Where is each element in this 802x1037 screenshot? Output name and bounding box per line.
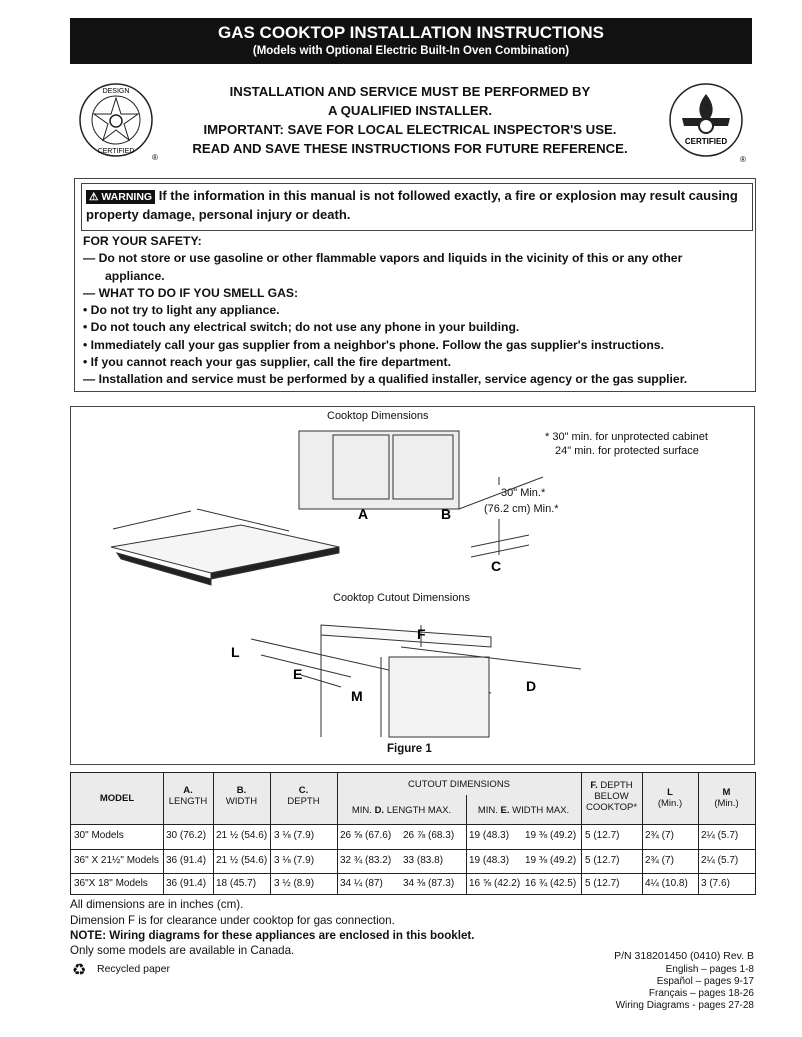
header-d-label: LENGTH bbox=[386, 805, 426, 816]
recycle-icon: ♻ bbox=[72, 962, 87, 979]
svg-text:DESIGN: DESIGN bbox=[102, 88, 130, 95]
warning-badge: ⚠ WARNING bbox=[86, 190, 155, 204]
header-cutout: CUTOUT DIMENSIONS bbox=[407, 779, 511, 790]
figure-1 bbox=[70, 406, 755, 765]
warning-box bbox=[74, 178, 756, 392]
footer-note-units: All dimensions are in inches (cm). bbox=[70, 898, 244, 911]
pages-french: Français – pages 18-26 bbox=[648, 988, 754, 999]
pages-english: English – pages 1-8 bbox=[665, 964, 754, 975]
label-b: B bbox=[441, 506, 452, 522]
label-c: C bbox=[491, 558, 502, 574]
header-e-label: WIDTH bbox=[512, 805, 544, 816]
svg-text:®: ® bbox=[152, 153, 158, 162]
notice-line: IMPORTANT: SAVE FOR LOCAL ELECTRICAL INSPECTOR'S USE. bbox=[203, 122, 617, 137]
table-cell: 16 ⅝ (42.2) bbox=[469, 878, 521, 889]
table-cell: 26 ⅝ (67.6) bbox=[340, 830, 392, 841]
header-e-min: MIN. bbox=[477, 805, 498, 816]
installer-notice bbox=[160, 82, 660, 158]
table-cell: 18 (45.7) bbox=[216, 878, 257, 889]
table-cell: 21 ½ (54.6) bbox=[216, 830, 268, 841]
svg-text:®: ® bbox=[740, 155, 746, 164]
header-e: E. bbox=[500, 805, 510, 816]
safety-item: — Installation and service must be performed by a qualified installer, service agency or the gas supplier. bbox=[83, 372, 688, 387]
label-d: D bbox=[526, 678, 537, 694]
table-cell: 2¼ (5.7) bbox=[701, 830, 739, 841]
table-cell: 36 (91.4) bbox=[166, 878, 207, 889]
safety-item: • Immediately call your gas supplier from a neighbor's phone. Follow the gas supplier's instructions. bbox=[83, 337, 664, 352]
label-e: E bbox=[293, 666, 303, 682]
min-clearance-in: 30" Min.* bbox=[501, 487, 546, 499]
table-cell: 2¾ (7) bbox=[645, 855, 674, 866]
header-c-label: DEPTH bbox=[287, 796, 320, 807]
dimensions-table bbox=[70, 772, 756, 895]
label-a: A bbox=[358, 506, 369, 522]
header-d-min: MIN. bbox=[351, 805, 372, 816]
table-cell: 3 ⅛ (7.9) bbox=[274, 855, 315, 866]
label-l: L bbox=[231, 644, 240, 660]
table-cell: 2¾ (7) bbox=[645, 830, 674, 841]
cooktop-illustration bbox=[71, 407, 754, 764]
notice-line: INSTALLATION AND SERVICE MUST BE PERFORMED BY bbox=[229, 84, 591, 99]
table-cell: 36"X 18" Models bbox=[74, 878, 148, 889]
table-cell: 5 (12.7) bbox=[585, 830, 620, 841]
header-e-max: MAX. bbox=[545, 805, 570, 816]
table-cell: 4¼ (10.8) bbox=[645, 878, 688, 889]
table-cell: 30" Models bbox=[74, 830, 124, 841]
pages-wiring: Wiring Diagrams - pages 27-28 bbox=[615, 1000, 754, 1011]
header-b-label: WIDTH bbox=[225, 796, 258, 807]
table-cell: 34 ⅜ (87.3) bbox=[403, 878, 455, 889]
header-l: L bbox=[667, 787, 673, 798]
page-title: GAS COOKTOP INSTALLATION INSTRUCTIONS bbox=[218, 23, 604, 42]
page-subtitle: (Models with Optional Electric Built-In Oven Combination) bbox=[252, 45, 570, 57]
cooktop-dimensions-caption: Cooktop Dimensions bbox=[327, 410, 429, 422]
safety-item: • Do not touch any electrical switch; do not use any phone in your building. bbox=[83, 320, 520, 335]
table-cell: 19 (48.3) bbox=[469, 855, 510, 866]
header-f-label2: BELOW bbox=[594, 791, 629, 802]
safety-item: appliance. bbox=[105, 268, 165, 283]
safety-instructions bbox=[83, 233, 751, 389]
table-cell: 36" X 21½" Models bbox=[74, 855, 159, 866]
part-number: P/N 318201450 (0410) Rev. B bbox=[614, 950, 754, 962]
design-certified-logo bbox=[78, 82, 158, 162]
label-f: F bbox=[417, 626, 426, 642]
header-f: F. bbox=[590, 780, 598, 791]
header-m: M bbox=[722, 787, 731, 798]
clearance-note-1: * 30" min. for unprotected cabinet bbox=[545, 431, 708, 443]
safety-item: — Do not store or use gasoline or other flammable vapors and liquids in the vicinity of this or any other bbox=[83, 251, 683, 266]
label-m: M bbox=[351, 688, 363, 704]
header-c: C. bbox=[298, 785, 309, 796]
warning-badge-label: WARNING bbox=[101, 191, 153, 203]
table-cell: 19 (48.3) bbox=[469, 830, 510, 841]
header-d: D. bbox=[374, 805, 385, 816]
safety-item: • If you cannot reach your gas supplier, call the fire department. bbox=[83, 355, 451, 370]
safety-title: FOR YOUR SAFETY: bbox=[83, 234, 202, 248]
header-l-label: (Min.) bbox=[657, 798, 683, 809]
table-cell: 30 (76.2) bbox=[166, 830, 207, 841]
notice-line: READ AND SAVE THESE INSTRUCTIONS FOR FUTURE REFERENCE. bbox=[192, 141, 628, 156]
header-d-max: MAX. bbox=[427, 805, 452, 816]
table-cell: 33 (83.8) bbox=[403, 855, 444, 866]
pages-spanish: Español – pages 9-17 bbox=[656, 976, 754, 987]
header-a-label: LENGTH bbox=[168, 796, 208, 807]
table-cell: 26 ⅞ (68.3) bbox=[403, 830, 455, 841]
footer-note-canada: Only some models are available in Canada. bbox=[70, 944, 295, 957]
table-cell: 3 ⅛ (7.9) bbox=[274, 830, 315, 841]
safety-item: — WHAT TO DO IF YOU SMELL GAS: bbox=[83, 285, 299, 300]
clearance-note-2: 24" min. for protected surface bbox=[555, 445, 699, 457]
min-clearance-cm: (76.2 cm) Min.* bbox=[484, 503, 559, 515]
recycled-paper-label: Recycled paper bbox=[97, 963, 170, 975]
warning-header bbox=[81, 183, 753, 231]
table-cell: 2¼ (5.7) bbox=[701, 855, 739, 866]
table-cell: 32 ¾ (83.2) bbox=[340, 855, 392, 866]
table-cell: 36 (91.4) bbox=[166, 855, 207, 866]
header-a: A. bbox=[183, 785, 193, 796]
table-cell: 21 ½ (54.6) bbox=[216, 855, 268, 866]
table-cell: 3 ½ (8.9) bbox=[274, 878, 315, 889]
table-cell: 5 (12.7) bbox=[585, 855, 620, 866]
table-cell: 19 ⅜ (49.2) bbox=[525, 830, 577, 841]
title-banner bbox=[70, 18, 752, 64]
cutout-dimensions-caption: Cooktop Cutout Dimensions bbox=[333, 592, 470, 604]
footer-note-wiring: NOTE: Wiring diagrams for these appliances are enclosed in this booklet. bbox=[70, 929, 475, 942]
warning-text: If the information in this manual is not followed exactly, a fire or explosion may result causing property damage, personal injury or death. bbox=[86, 188, 738, 222]
header-m-label: (Min.) bbox=[714, 798, 739, 809]
header-model: MODEL bbox=[99, 793, 135, 804]
table-cell: 3 (7.6) bbox=[701, 878, 730, 889]
table-cell: 34 ¼ (87) bbox=[340, 878, 383, 889]
safety-item: • Do not try to light any appliance. bbox=[83, 303, 280, 318]
csa-certified-logo bbox=[668, 82, 752, 166]
notice-line: A QUALIFIED INSTALLER. bbox=[327, 103, 493, 118]
header-f-label3: COOKTOP* bbox=[585, 802, 638, 813]
footer-note-f: Dimension F is for clearance under cooktop for gas connection. bbox=[70, 914, 395, 927]
header-f-label: DEPTH bbox=[600, 780, 633, 791]
figure-caption: Figure 1 bbox=[387, 743, 432, 755]
header-b: B. bbox=[236, 785, 247, 796]
svg-text:CERTIFIED: CERTIFIED bbox=[97, 148, 135, 155]
table-cell: 16 ¾ (42.5) bbox=[525, 878, 577, 889]
table-cell: 19 ⅜ (49.2) bbox=[525, 855, 577, 866]
svg-text:CERTIFIED: CERTIFIED bbox=[684, 137, 728, 146]
table-cell: 5 (12.7) bbox=[585, 878, 620, 889]
